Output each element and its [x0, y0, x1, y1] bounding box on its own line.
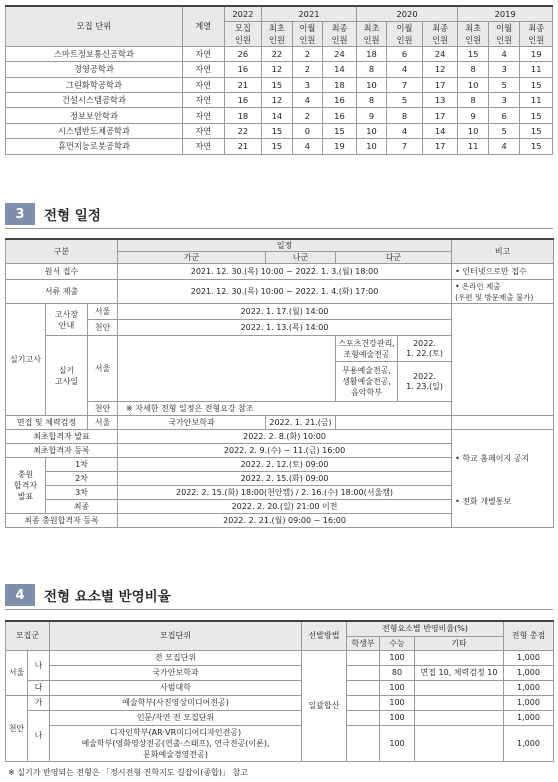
year-header: 2022 [224, 6, 262, 21]
note-cell [452, 304, 554, 416]
count-cell: 17 [422, 108, 458, 123]
record-cell [347, 695, 380, 710]
etc-cell [415, 680, 504, 695]
method-cell: 일괄합산 [302, 650, 347, 761]
gubun-header: 구분 [6, 239, 118, 264]
count-cell: 15 [262, 77, 293, 92]
sub-header: 최종 인원 [422, 21, 458, 46]
schedule-table [5, 238, 554, 528]
suneung-cell: 100 [380, 680, 415, 695]
divider [5, 228, 553, 229]
count-cell: 24 [323, 46, 357, 61]
count-cell: 22 [224, 123, 262, 138]
count-cell: 12 [262, 93, 293, 108]
group-label: 나 [28, 650, 50, 680]
dept-name-cell: 그린화학공학과 [6, 77, 183, 92]
date-cell: 2022. 2. 12.(토) 09:00 [118, 458, 452, 472]
count-cell: 3 [488, 93, 520, 108]
count-cell: 7 [387, 77, 423, 92]
count-cell: 26 [224, 46, 262, 61]
row-label: 원서 접수 [6, 264, 118, 280]
row-label: 실기고사 [6, 304, 46, 416]
table-row [6, 46, 553, 61]
total-cell: 1,000 [504, 665, 554, 680]
suneung-header: 수능 [380, 636, 415, 650]
year-header: 2020 [356, 6, 458, 21]
total-cell: 1,000 [504, 680, 554, 695]
sub-header: 최초 인원 [356, 21, 387, 46]
section-heading [5, 584, 171, 606]
empty-cell [118, 336, 336, 402]
recruitment-history-table [5, 5, 553, 155]
suneung-cell: 80 [380, 665, 415, 680]
dept-name-cell: 시스템반도체공학과 [6, 123, 183, 138]
count-cell: 14 [262, 108, 293, 123]
unit-cell: 국가안보학과 [50, 665, 302, 680]
count-cell: 9 [458, 108, 489, 123]
footnote: ※ 실기가 반영되는 전형은 「정시전형 진학지도 길잡이(종합)」 참고 [8, 768, 248, 777]
count-cell: 16 [323, 93, 357, 108]
group-header: 모집군 [6, 621, 50, 650]
count-cell: 10 [458, 123, 489, 138]
suneung-cell: 100 [380, 695, 415, 710]
field-cell: 자연 [182, 123, 224, 138]
count-cell: 15 [520, 139, 553, 154]
field-cell: 자연 [182, 139, 224, 154]
dept-name-cell: 경영공학과 [6, 62, 183, 77]
sub-header: 최종 인원 [323, 21, 357, 46]
sub-header: 이월 인원 [387, 21, 423, 46]
date-cell: 2022. 2. 21.(월) 09:00 ~ 16:00 [118, 514, 452, 528]
count-cell: 15 [262, 139, 293, 154]
na-header: 나군 [266, 252, 336, 264]
suneung-cell: 100 [380, 725, 415, 761]
etc-cell: 면접 10, 체력검정 10 [415, 665, 504, 680]
sub-header: 이월 인원 [488, 21, 520, 46]
count-cell: 4 [292, 139, 323, 154]
count-cell: 18 [224, 108, 262, 123]
round-label: 최종 [46, 500, 118, 514]
unit-cell: 디자인학부(AR·VR미디어디자인전공) 예술학부(영화영상전공(연출·스태프), 연극전공(이론), 문화예술경영전공) [50, 725, 302, 761]
round-label: 2차 [46, 472, 118, 486]
count-cell: 21 [224, 139, 262, 154]
count-cell: 3 [292, 77, 323, 92]
count-cell: 14 [323, 62, 357, 77]
group-label: 가 [28, 695, 50, 710]
count-cell: 15 [323, 123, 357, 138]
table-row [6, 108, 553, 123]
schedule-header: 일정 [118, 239, 452, 252]
count-cell: 6 [387, 46, 423, 61]
row-label: 최초합격자 등록 [6, 444, 118, 458]
etc-cell [415, 710, 504, 725]
round-label: 3차 [46, 486, 118, 500]
count-cell: 11 [520, 93, 553, 108]
count-cell: 19 [520, 46, 553, 61]
date-cell: 2022. 2. 20.(일) 21:00 이전 [118, 500, 452, 514]
count-cell: 8 [387, 108, 423, 123]
total-cell: 1,000 [504, 650, 554, 665]
note-cell [452, 416, 554, 430]
sub-header: 최종 인원 [520, 21, 553, 46]
count-cell: 16 [323, 108, 357, 123]
count-cell: 3 [488, 62, 520, 77]
count-cell: 10 [356, 77, 387, 92]
dept-name-cell: 건설시스템공학과 [6, 93, 183, 108]
dept-cell: 스포츠건강관리, 조형예술전공 [336, 336, 398, 362]
note-cell: • 온라인 제출 (우편 및 방문제출 불가) [452, 280, 554, 304]
count-cell: 15 [520, 108, 553, 123]
count-cell: 12 [422, 62, 458, 77]
row-label: 최초합격자 발표 [6, 430, 118, 444]
year-header: 2021 [262, 6, 357, 21]
note-text: • 전화 개별통보 [455, 497, 512, 506]
section-number: 4 [5, 584, 35, 606]
etc-cell [415, 650, 504, 665]
sub-header: 이월 인원 [292, 21, 323, 46]
count-cell: 6 [488, 108, 520, 123]
table-row [6, 139, 553, 154]
record-cell [347, 725, 380, 761]
record-cell [347, 650, 380, 665]
count-cell: 2 [292, 108, 323, 123]
record-header: 학생부 [347, 636, 380, 650]
count-cell: 4 [488, 139, 520, 154]
count-cell: 17 [422, 139, 458, 154]
date-cell: 2022. 2. 9.(수) ~ 11.(금) 16:00 [118, 444, 452, 458]
field-cell: 자연 [182, 46, 224, 61]
record-cell [347, 680, 380, 695]
campus-label: 천안 [88, 402, 118, 416]
row-label: 최종 충원합격자 등록 [6, 514, 118, 528]
table-row [6, 123, 553, 138]
count-cell: 16 [224, 62, 262, 77]
date-cell: 2021. 12. 30.(목) 10:00 ~ 2022. 1. 3.(월) 18:00 [118, 264, 452, 280]
total-cell: 1,000 [504, 710, 554, 725]
date-cell: 2022. 1. 17.(월) 14:00 [118, 304, 452, 320]
dept-cell: 무용예술전공, 생활예술전공, 음악학부 [336, 362, 398, 402]
count-cell: 22 [262, 46, 293, 61]
dept-name-cell: 스마트정보통신공학과 [6, 46, 183, 61]
count-cell: 10 [356, 139, 387, 154]
count-cell: 8 [458, 93, 489, 108]
count-cell: 15 [458, 46, 489, 61]
count-cell: 15 [262, 123, 293, 138]
count-cell: 15 [520, 123, 553, 138]
field-cell: 자연 [182, 62, 224, 77]
etc-cell [415, 725, 504, 761]
count-cell: 16 [224, 93, 262, 108]
sub-header: 모집 인원 [224, 21, 262, 46]
note-text: ※ 자세한 전형 일정은 전형요강 참조 [118, 402, 452, 416]
campus-label: 천안 [6, 695, 28, 761]
empty-cell [336, 416, 452, 430]
unit-cell: 인문/자연 전 모집단위 [50, 710, 302, 725]
count-cell: 14 [422, 123, 458, 138]
count-cell: 4 [488, 46, 520, 61]
date-cell: 2022. 1. 21.(금) [266, 416, 336, 430]
count-cell: 8 [356, 93, 387, 108]
unit-header: 모집단위 [50, 621, 302, 650]
ratio-table [5, 620, 554, 762]
count-cell: 11 [520, 62, 553, 77]
date-cell: 2021. 12. 30.(목) 10:00 ~ 2022. 1. 4.(화) 17:00 [118, 280, 452, 304]
dept-name-cell: 정보보안학과 [6, 108, 183, 123]
date-cell: 2022. 2. 15.(화) 09:00 [118, 472, 452, 486]
unit-cell: 사범대학 [50, 680, 302, 695]
sub-header: 최초 인원 [262, 21, 293, 46]
count-cell: 5 [488, 123, 520, 138]
table-row [6, 93, 553, 108]
field-cell: 자연 [182, 93, 224, 108]
total-header: 전형 총점 [504, 621, 554, 650]
count-cell: 12 [262, 62, 293, 77]
campus-label: 천안 [88, 320, 118, 336]
section-number: 3 [5, 203, 35, 225]
count-cell: 24 [422, 46, 458, 61]
campus-label: 서울 [6, 650, 28, 695]
group-label: 다 [28, 680, 50, 695]
date-cell: 2022. 1. 13.(목) 14:00 [118, 320, 452, 336]
count-cell: 8 [356, 62, 387, 77]
count-cell: 5 [387, 93, 423, 108]
total-cell: 1,000 [504, 695, 554, 710]
date-cell: 2022. 2. 15.(화) 18:00(천안캠) / 2. 16.(수) 18:00(서울캠) [118, 486, 452, 500]
count-cell: 4 [387, 123, 423, 138]
row-label: 충원 합격자 발표 [6, 458, 46, 514]
year-header: 2019 [458, 6, 553, 21]
section-title: 전형 일정 [44, 208, 101, 224]
row-label: 서류 제출 [6, 280, 118, 304]
count-cell: 5 [488, 77, 520, 92]
record-cell [347, 710, 380, 725]
unit-header: 모집 단위 [6, 6, 183, 46]
field-cell: 자연 [182, 77, 224, 92]
note-text: • 학교 홈페이지 공지 [455, 454, 530, 463]
count-cell: 8 [458, 62, 489, 77]
total-cell: 1,000 [504, 725, 554, 761]
sub-header: 최초 인원 [458, 21, 489, 46]
etc-header: 기타 [415, 636, 504, 650]
campus-label: 서울 [88, 416, 118, 430]
field-header: 계열 [182, 6, 224, 46]
round-label: 1차 [46, 458, 118, 472]
row-label: 실기 고사일 [46, 336, 88, 416]
count-cell: 7 [387, 139, 423, 154]
dept-cell: 국가안보학과 [118, 416, 266, 430]
count-cell: 2 [292, 62, 323, 77]
count-cell: 10 [356, 123, 387, 138]
method-header: 선발방법 [302, 621, 347, 650]
date-cell: 2022. 2. 8.(화) 10:00 [118, 430, 452, 444]
date-cell: 2022. 1. 23.(일) [398, 362, 452, 402]
suneung-cell: 100 [380, 650, 415, 665]
count-cell: 4 [387, 62, 423, 77]
row-label: 면접 및 체력검정 [6, 416, 88, 430]
count-cell: 11 [458, 139, 489, 154]
row-label: 고사장 안내 [46, 304, 88, 336]
count-cell: 19 [323, 139, 357, 154]
note-cell: • 인터넷으로만 접수 [452, 264, 554, 280]
section-title: 전형 요소별 반영비율 [44, 589, 171, 605]
dept-name-cell: 휴먼지능로봇공학과 [6, 139, 183, 154]
etc-cell [415, 695, 504, 710]
note-header: 비고 [452, 239, 554, 264]
count-cell: 18 [356, 46, 387, 61]
section-heading [5, 203, 101, 225]
count-cell: 13 [422, 93, 458, 108]
campus-label: 서울 [88, 336, 118, 402]
date-cell: 2022. 1. 22.(토) [398, 336, 452, 362]
campus-label: 서울 [88, 304, 118, 320]
count-cell: 2 [292, 46, 323, 61]
record-cell [347, 665, 380, 680]
count-cell: 10 [458, 77, 489, 92]
da-header: 다군 [336, 252, 452, 264]
count-cell: 18 [323, 77, 357, 92]
count-cell: 9 [356, 108, 387, 123]
count-cell: 0 [292, 123, 323, 138]
suneung-cell: 100 [380, 710, 415, 725]
unit-cell: 전 모집단위 [50, 650, 302, 665]
unit-cell: 예술학부(사진영상미디어전공) [50, 695, 302, 710]
field-cell: 자연 [182, 108, 224, 123]
table-row [6, 77, 553, 92]
count-cell: 15 [520, 77, 553, 92]
group-label: 나 [28, 710, 50, 761]
count-cell: 4 [292, 93, 323, 108]
note-cell [452, 430, 554, 528]
divider [5, 609, 553, 610]
table-row [6, 62, 553, 77]
count-cell: 21 [224, 77, 262, 92]
ratio-header: 전형요소별 반영비율(%) [347, 621, 504, 636]
count-cell: 17 [422, 77, 458, 92]
ga-header: 가군 [118, 252, 266, 264]
